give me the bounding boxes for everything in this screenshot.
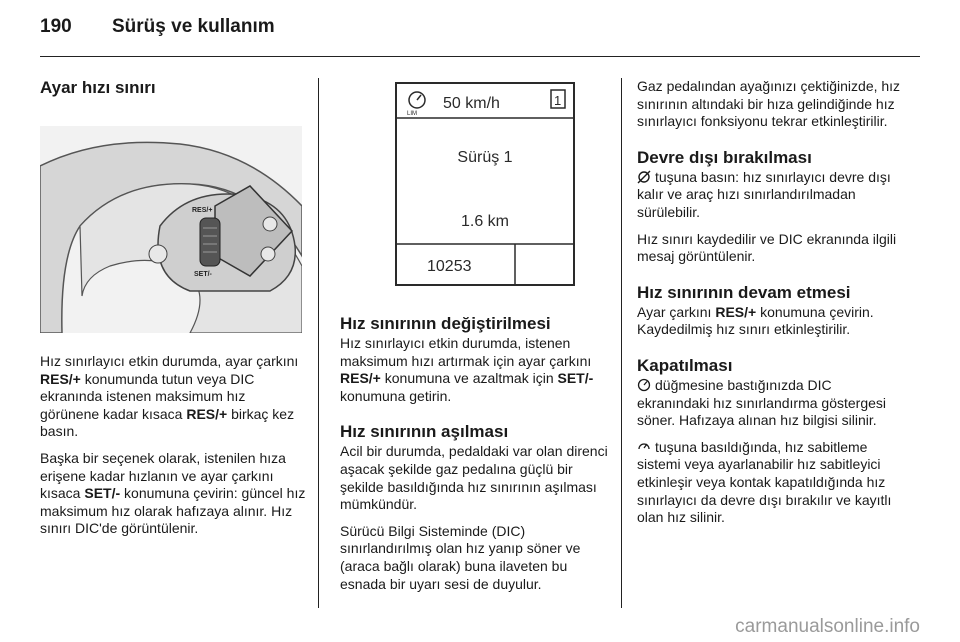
section-heading-speed-limit: Ayar hızı sınırı: [40, 78, 156, 97]
steering-wheel-illustration: [40, 126, 302, 333]
page-header: [40, 16, 275, 38]
section-heading-resume: Hız sınırının devam etmesi: [637, 282, 851, 302]
wheel-res-label: RES/+: [192, 207, 213, 214]
col3-paragraph-2: tuşuna basın: hız sınırlayıcı devre dışı kalır ve araç hızı sınırlandırılmadan sürülebilir.: [637, 168, 891, 220]
dic-lim-label: LIM: [407, 111, 418, 117]
section-heading-deactivate: Devre dışı bırakılması: [637, 147, 812, 167]
speed-limiter-icon: [637, 378, 651, 392]
dic-display-illustration: [395, 82, 575, 286]
section-heading-switch-off: Kapatılması: [637, 355, 733, 375]
cruise-control-icon: [637, 440, 651, 454]
dic-distance: 1.6 km: [460, 213, 510, 230]
column-2: [340, 78, 610, 602]
col2-paragraph-1: Hız sınırlayıcı etkin durumda, istenen maksimum hızı artırmak için ayar çarkını RES/+ konumuna ve azaltmak için SET/- konumuna getirin.: [340, 335, 594, 404]
page-title: Sürüş ve kullanım: [112, 16, 275, 37]
dic-odometer: 10253: [427, 258, 472, 275]
col2-paragraph-2: Acil bir durumda, pedaldaki var olan direnci aşacak şekilde gaz pedalına güçlü bir şekilde basıldığında hız sınırının aşılması mümkündür.: [340, 443, 608, 513]
dic-mode: Sürüş 1: [457, 149, 513, 166]
cancel-icon: [637, 170, 651, 184]
col1-paragraph-1: Hız sınırlayıcı etkin durumda, ayar çarkını RES/+ konumunda tutun veya DIC ekranında istenen maksimum hız görünene kadar kısaca RES/+ birkaç kez basın.: [40, 353, 299, 440]
column-1: [40, 78, 306, 547]
dic-display-drawing: [397, 84, 573, 284]
column-separator-2: [621, 78, 622, 608]
steering-wheel-drawing: [40, 126, 302, 333]
section-heading-change-limit: Hız sınırının değiştirilmesi: [340, 314, 551, 333]
wheel-set-label: SET/-: [194, 271, 212, 278]
col3-paragraph-6: tuşuna basıldığında, hız sabitleme sistemi veya ayarlanabilir hız sabitleyici etkinleşir veya kontak kapatıldığında hız sınırlayıcı da devre dışı bırakılır ve kayıtlı olan hız silinir.: [637, 438, 892, 526]
dic-badge: 1: [554, 93, 562, 108]
watermark: carmanualsonline.info: [735, 616, 920, 637]
col1-paragraph-2: Başka bir seçenek olarak, istenilen hıza erişene kadar hızlanın ve ayar çarkını kısaca SET/- konumuna çevirin: güncel hız maksimum hız olarak hafızaya alınır. Hız sınırı DIC'de görüntülenir.: [40, 449, 306, 537]
dic-speed: 50 km/h: [443, 95, 500, 112]
page-number: 190: [40, 16, 72, 37]
column-3: [637, 78, 905, 536]
col2-paragraph-3: Sürücü Bilgi Sisteminde (DIC) sınırlandırılmış olan hız yanıp söner ve (araca bağlı olarak) buna ilaveten bu esnada bir uyarı sesi de duyulur.: [340, 522, 581, 592]
col3-paragraph-1: Gaz pedalından ayağınızı çektiğinizde, hız sınırının altındaki bir hıza gelindiğinde hız sınırlayıcı fonksiyonu tekrar etkinleştirilir.: [637, 78, 901, 130]
col3-paragraph-5: düğmesine bastığınızda DIC ekranındaki hız sınırlandırma göstergesi söner. Hafızaya alınan hız bilgisi silinir.: [637, 376, 887, 429]
col3-paragraph-4: Ayar çarkını RES/+ konumuna çevirin. Kaydedilmiş hız sınırı etkinleştirilir.: [637, 303, 874, 338]
column-separator-1: [318, 78, 319, 608]
col3-paragraph-3: Hız sınırı kaydedilir ve DIC ekranında ilgili mesaj görüntülenir.: [637, 230, 897, 265]
header-rule: [40, 56, 920, 57]
section-heading-exceed-limit: Hız sınırının aşılması: [340, 422, 509, 442]
